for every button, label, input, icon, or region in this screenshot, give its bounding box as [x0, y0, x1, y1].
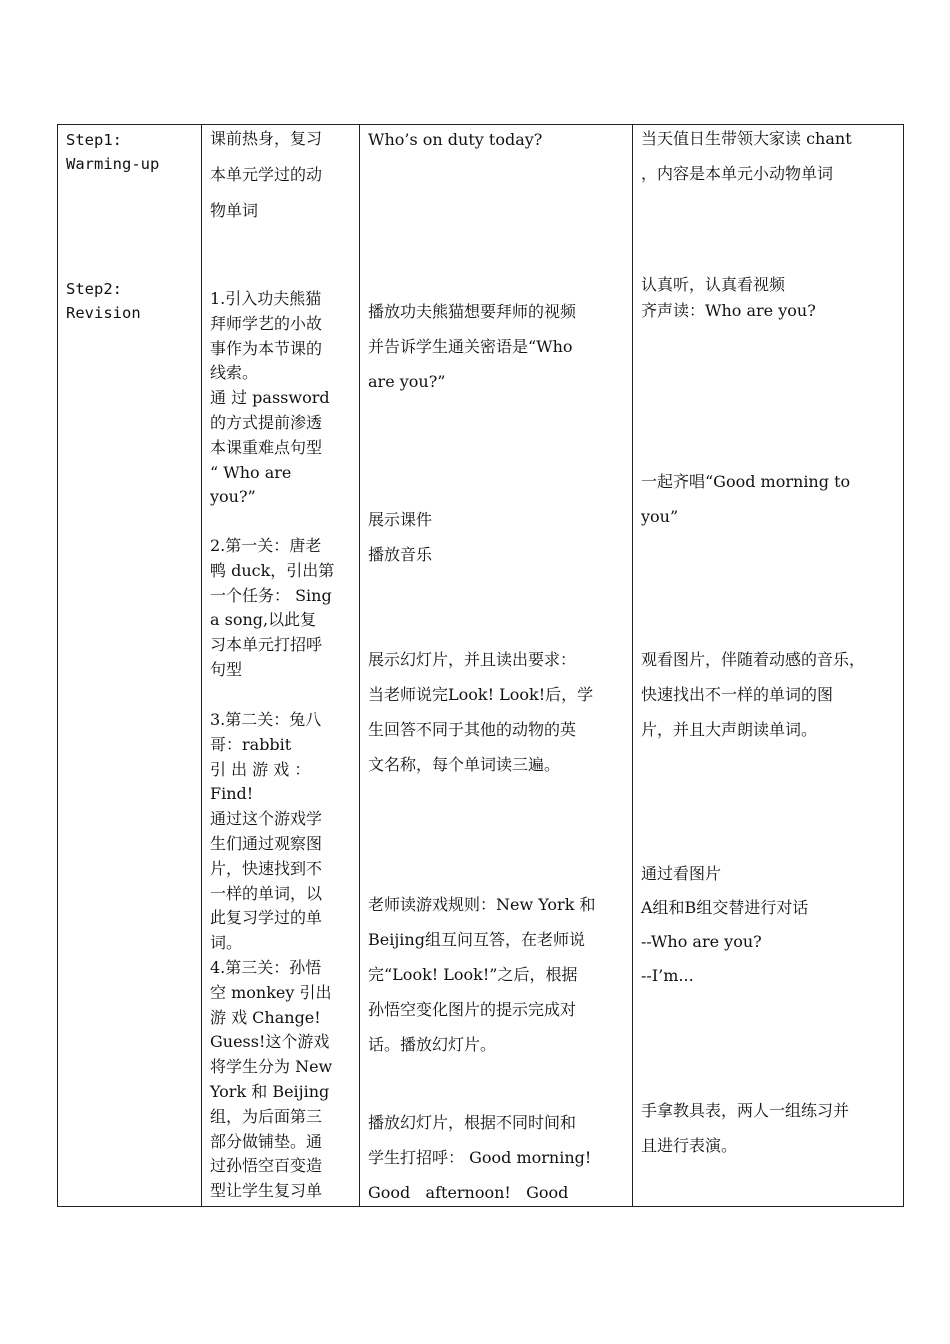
step2-student-block-2: 一起齐唱“Good morning to you”	[641, 472, 851, 526]
column-divider	[201, 125, 202, 1206]
step2-student-block-4: 通过看图片 A组和B组交替进行对话 --Who are you? --I’m...	[641, 864, 809, 985]
column-divider	[632, 125, 633, 1206]
step2-label: Step2: Revision	[66, 280, 141, 322]
step2-student-block-5: 手拿教具表，两人一组练习并 且进行表演。	[641, 1101, 850, 1155]
step1-teacher: Who’s on duty today?	[368, 130, 543, 149]
step2-teacher-block-1: 播放功夫熊猫想要拜师的视频 并告诉学生通关密语是“Who are you?”	[368, 302, 577, 391]
step2-teacher-block-4: 老师读游戏规则：New York 和 Beijing组互问互答，在老师说 完“Look! Look!”之后，根据 孙悟空变化图片的提示完成对 话。播放幻灯片。	[368, 895, 596, 1054]
step2-teacher-block-5: 播放幻灯片，根据不同时间和 学生打招呼： Good morning! Good afternoon! Good	[368, 1113, 592, 1202]
step2-content-block-3: 3.第二关：兔八 哥：rabbit 引 出 游 戏 ： Find! 通过这个游戏学 生们通过观察图 片，快速找到不 一样的单词，以 此复习学过的单 词。 4.第三关：孙悟 空 monkey 引出 游 戏 Change! Guess!这个游戏 将学生分为 New York 和 Beijing 组，为后面第三 部分做铺垫。通 过孙悟空百变造 型让学生复习单	[210, 710, 333, 1201]
step2-teacher-block-2: 展示课件 播放音乐	[368, 510, 433, 564]
step1-student: 当天值日生带领大家读 chant ，内容是本单元小动物单词	[641, 129, 852, 183]
column-divider	[359, 125, 360, 1206]
step2-student-block-3: 观看图片，伴随着动感的音乐， 快速找出不一样的单词的图 片，并且大声朗读单词。	[641, 650, 866, 739]
step1-content: 课前热身，复习 本单元学过的动 物单词	[210, 129, 323, 220]
step2-content-block-1: 1.引入功夫熊猫 拜师学艺的小故 事作为本节课的 线索。 通 过 password 的方式提前渗透 本课重难点句型 “ Who are you?”	[210, 289, 330, 507]
step2-student-block-1: 认真听，认真看视频 齐声读：Who are you?	[641, 275, 816, 320]
step1-label: Step1: Warming-up	[66, 131, 160, 173]
lesson-plan-table	[57, 124, 904, 1207]
step2-content-block-2: 2.第一关：唐老 鸭 duck，引出第 一个任务： Sing a song,以此复 习本单元打招呼 句型	[210, 536, 335, 679]
step2-teacher-block-3: 展示幻灯片，并且读出要求： 当老师说完Look! Look!后，学 生回答不同于其他的动物的英 文名称，每个单词读三遍。	[368, 650, 594, 774]
